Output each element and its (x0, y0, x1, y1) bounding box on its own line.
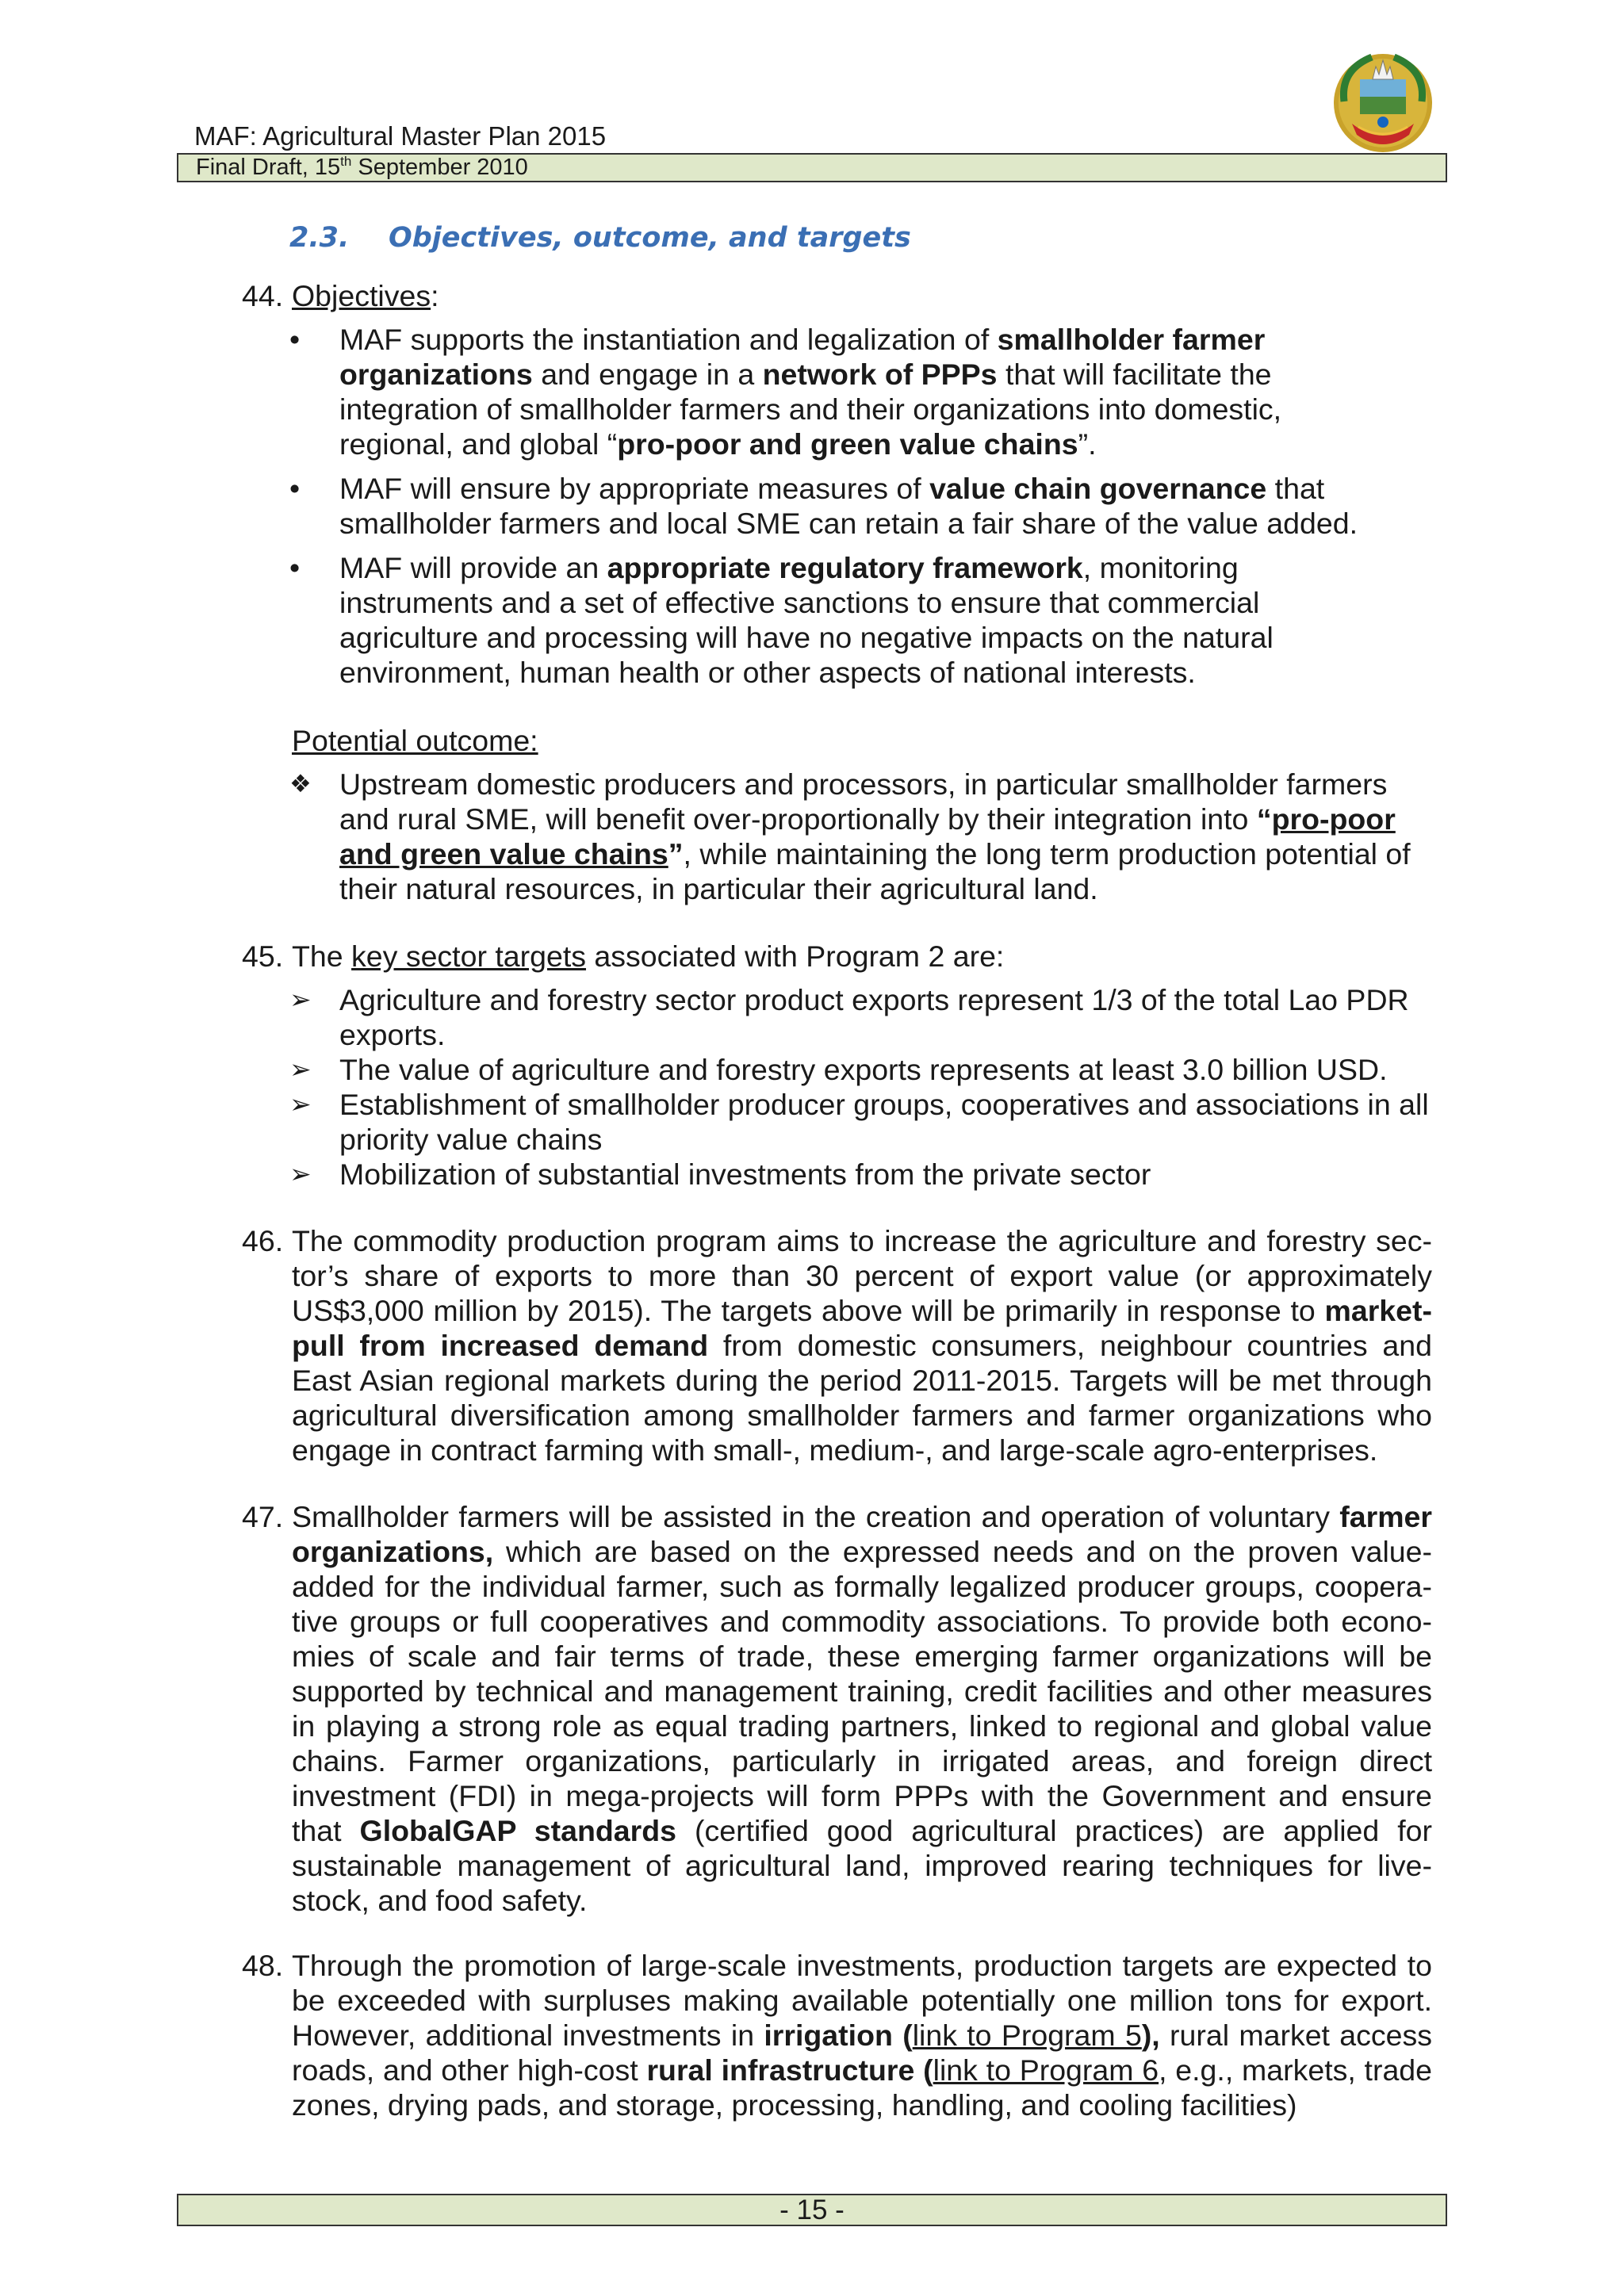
target-item: Agriculture and forestry sector product exports represent 1/3 of the total Lao PDR exports. (339, 983, 1409, 1051)
arrow-bullet-icon: ➢ (289, 1054, 312, 1084)
bullet-icon: • (289, 472, 301, 505)
para-number: 45. (242, 939, 284, 973)
draft-date-ordinal: th (340, 154, 352, 169)
bullet-icon: • (289, 323, 301, 356)
target-item: The value of agriculture and forestry exports represents at least 3.0 billion USD. (339, 1053, 1388, 1086)
para-number: 48. (242, 1949, 284, 1982)
para-number: 46. (242, 1224, 284, 1257)
arrow-bullet-icon: ➢ (289, 1089, 312, 1119)
section-number: 2.3. (289, 222, 350, 254)
draft-date-prefix: Final Draft, 15 (196, 155, 341, 180)
diamond-bullet-icon: ❖ (289, 770, 312, 798)
section-title: Objectives, outcome, and targets (389, 222, 911, 254)
header-title: MAF: Agricultural Master Plan 2015 (194, 121, 607, 151)
outcome-heading: Potential outcome: (292, 724, 538, 757)
objective-item: MAF will provide an appropriate regulatory framework, monitoring instruments and a set of effective sanctions to ensure that commercial agriculture and processing will have no negative impacts on the natural environment, human health or other aspects of national interests. (339, 551, 1274, 689)
paragraph-body: The commodity production program aims to increase the agriculture and forestry sector’s share of exports to more than 30 percent of export value (or approximately US$3,000 million by 2015). The targets above will be primarily in response to market-pull from increased demand from domestic consumers, neighbour countries and East Asian regional markets during the period 2011-2015. Targets will be met through agricultural diversification among smallholder farmers and farmer organizations who engage in contract farming with small-, medium-, and large-scale agro-enterprises. (292, 1224, 1432, 1467)
objective-item: MAF supports the instantiation and legalization of smallholder farmer organizations and engage in a network of PPPs that will facilitate the integration of smallholder farmers and their organizations into domestic, regional, and global “pro-poor and green value chains”. (339, 323, 1282, 461)
page-number: - 15 - (177, 2194, 1447, 2226)
objective-item: MAF will ensure by appropriate measures of value chain governance that smallholder farmers and local SME can retain a fair share of the value added. (339, 472, 1358, 540)
objectives-label: Objectives (292, 279, 431, 312)
arrow-bullet-icon: ➢ (289, 1159, 312, 1188)
national-emblem-icon (1328, 46, 1438, 155)
paragraph-body: Smallholder farmers will be assisted in the creation and operation of voluntary farmer organizations, which are based on the expressed needs and on the proven value-added for the individual farmer, such as formally legalized producer groups, cooperative groups or full cooperatives and commodity associations. To provide both economies of scale and fair terms of trade, these emerging farmer organizations will be supported by technical and management training, credit facilities and other measures in playing a strong role as equal trading partners, linked to regional and global value chains. Farmer organizations, particularly in irrigated areas, and foreign direct investment (FDI) in mega-projects will form PPPs with the Government and ensure that GlobalGAP standards (certified good agricultural practices) are applied for sustainable management of agricultural land, improved rearing techniques for livestock, and food safety. (292, 1500, 1433, 1917)
link-program-5[interactable]: link to Program 5 (912, 2019, 1142, 2052)
outcome-item: Upstream domestic producers and processors, in particular smallholder farmers and rural SME, will benefit over-proportionally by their integration into “pro-poor and green value chains”, while maintaining the long term production potential of their natural resources, in particular their agricultural land. (339, 767, 1411, 905)
paragraph-body: Through the promotion of large-scale investments, production targets are expected to be exceeded with surpluses making available potentially one million tons for export. However, additional investments in irrigation (link to Program 5), rural market access roads, and other high-cost rural infrastructure (link to Program 6, e.g., markets, trade zones, drying pads, and storage, processing, handling, and cooling facilities) (292, 1949, 1433, 2122)
para-number: 47. (242, 1500, 284, 1533)
targets-intro: The key sector targets associated with Program 2 are: (292, 939, 1005, 973)
target-item: Establishment of smallholder producer groups, cooperatives and associations in all priority value chains (339, 1088, 1429, 1156)
target-item: Mobilization of substantial investments from the private sector (339, 1158, 1151, 1191)
para-number: 44. (242, 279, 284, 312)
arrow-bullet-icon: ➢ (289, 985, 312, 1014)
bullet-icon: • (289, 551, 301, 584)
draft-date-suffix: September 2010 (351, 155, 528, 180)
objectives-colon: : (431, 279, 439, 312)
header-draft-bar (177, 153, 1447, 182)
objectives-heading (292, 278, 1450, 313)
link-program-6[interactable]: link to Program 6 (933, 2053, 1159, 2087)
section-heading (289, 222, 911, 254)
